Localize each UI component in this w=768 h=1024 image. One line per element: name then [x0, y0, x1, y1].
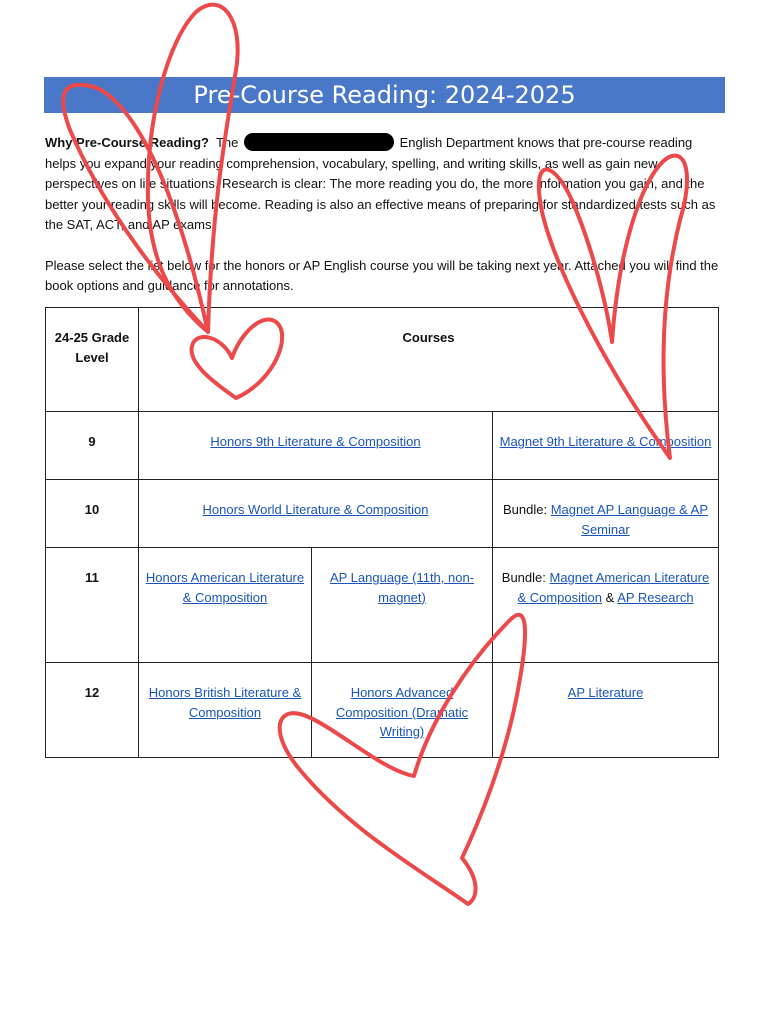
course-cell — [139, 548, 312, 663]
course-cell — [139, 412, 493, 480]
courses-table — [45, 307, 719, 758]
table-row-grade-10 — [46, 480, 719, 548]
course-cell — [493, 480, 719, 548]
header-grade-level: 24-25 Grade Level — [46, 308, 139, 412]
table-row-grade-11 — [46, 548, 719, 663]
intro-lead: Why Pre-Course Reading? — [45, 135, 209, 150]
grade-cell: 10 — [46, 480, 139, 548]
intro-the: The — [215, 135, 239, 150]
redaction-mark — [244, 133, 394, 151]
page-title: Pre-Course Reading: 2024-2025 — [193, 81, 576, 109]
link-magnet-ap-lang-seminar[interactable]: Magnet AP Language & AP Seminar — [550, 502, 709, 537]
link-honors-9th-lit[interactable]: Honors 9th Literature & Composition — [210, 434, 421, 449]
link-magnet-9th-lit[interactable]: Magnet 9th Literature & Composition — [499, 434, 712, 449]
link-magnet-american-lit[interactable]: Magnet American Literature & Composition — [517, 570, 710, 605]
link-honors-american-lit[interactable]: Honors American Literature & Composition — [145, 570, 305, 605]
course-cell — [312, 663, 493, 758]
course-cell — [139, 663, 312, 758]
link-ap-language[interactable]: AP Language (11th, non-magnet) — [329, 570, 475, 605]
course-cell — [493, 412, 719, 480]
header-courses: Courses — [139, 308, 719, 412]
ampersand: & — [605, 589, 615, 605]
course-cell — [139, 480, 493, 548]
link-honors-advanced-composition[interactable]: Honors Advanced Composition (Dramatic Writing) — [335, 685, 469, 739]
grade-cell: 12 — [46, 663, 139, 758]
intro-paragraph-1-text: English Department knows that pre-course reading helps you expand your reading comprehension, vocabulary, spelling, and writing skills, as well as gain new perspectives on life situations. Research is clear: The more reading you do, the more information you gain, and the better your reading skills will become. Reading is also an effective means of preparing for standardized tests such as the SAT, ACT, and AP exams. — [45, 135, 716, 232]
table-row-grade-9 — [46, 412, 719, 480]
grade-cell: 9 — [46, 412, 139, 480]
table-header-row — [46, 308, 719, 412]
bundle-label: Bundle: — [502, 502, 548, 517]
grade-cell: 11 — [46, 548, 139, 663]
link-ap-research[interactable]: AP Research — [617, 589, 694, 605]
link-honors-world-lit[interactable]: Honors World Literature & Composition — [202, 502, 429, 517]
course-cell — [493, 548, 719, 663]
intro-paragraph-1 — [45, 133, 725, 236]
intro-section — [45, 133, 725, 317]
bundle-label: Bundle: — [501, 570, 546, 585]
page-title-banner — [44, 77, 725, 113]
intro-paragraph-2: Please select the list below for the honors or AP English course you will be taking next year. Attached you will find the book options and guidance for annotations. — [45, 257, 719, 293]
link-honors-british-lit[interactable]: Honors British Literature & Composition — [148, 685, 302, 720]
link-ap-literature[interactable]: AP Literature — [567, 685, 644, 700]
course-cell — [312, 548, 493, 663]
course-cell — [493, 663, 719, 758]
table-row-grade-12 — [46, 663, 719, 758]
